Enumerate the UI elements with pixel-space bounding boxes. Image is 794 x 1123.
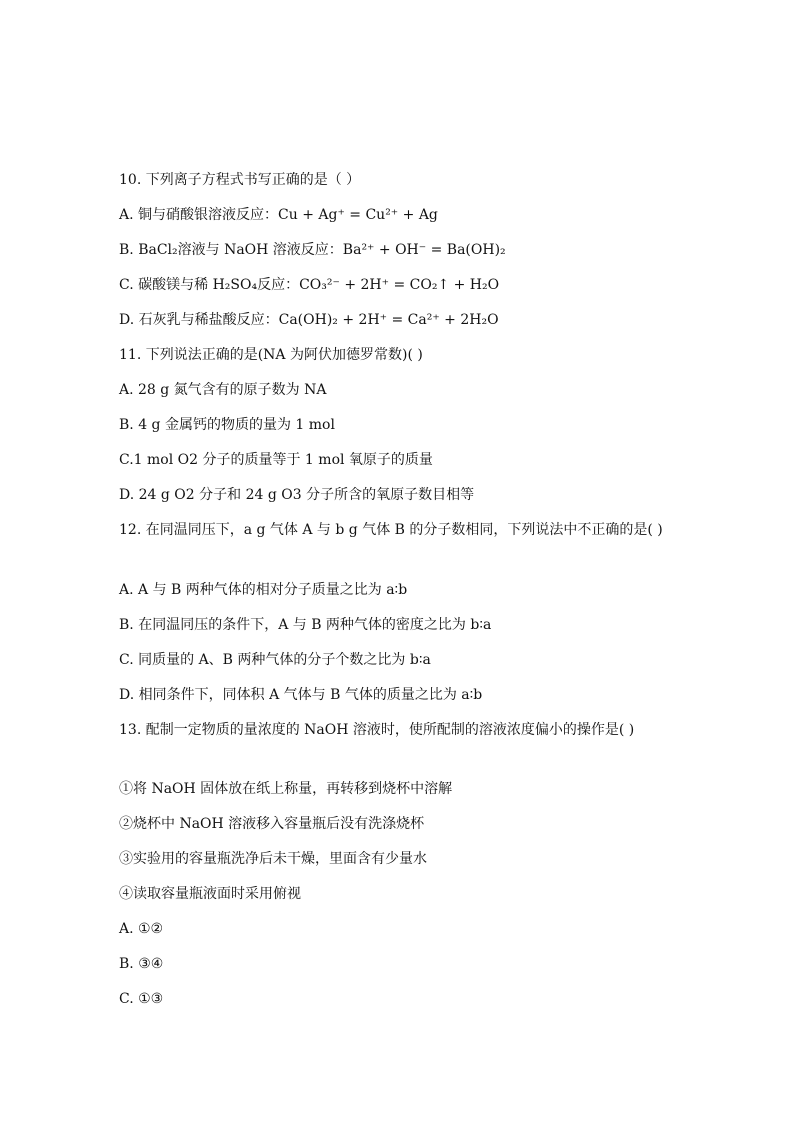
question-11-option-c: C.1 mol O2 分子的质量等于 1 mol 氧原子的质量 [119, 452, 433, 468]
question-13-option-c: C. ①③ [119, 991, 164, 1007]
question-10-option-b: B. BaCl₂溶液与 NaOH 溶液反应：Ba²⁺ + OH⁻ = Ba(OH)₂ [119, 242, 506, 258]
question-12-option-b: B. 在同温同压的条件下，A 与 B 两种气体的密度之比为 b∶a [119, 617, 492, 633]
question-12-option-a: A. A 与 B 两种气体的相对分子质量之比为 a∶b [119, 582, 408, 598]
question-13-stem: 13. 配制一定物质的量浓度的 NaOH 溶液时，使所配制的溶液浓度偏小的操作是( ) [119, 722, 635, 738]
question-13-item-1: ①将 NaOH 固体放在纸上称量，再转移到烧杯中溶解 [119, 781, 453, 797]
question-10-option-c: C. 碳酸镁与稀 H₂SO₄反应：CO₃²⁻ + 2H⁺ = CO₂↑ + H₂O [119, 277, 500, 293]
question-12-option-d: D. 相同条件下，同体积 A 气体与 B 气体的质量之比为 a∶b [119, 687, 483, 703]
question-13-option-b: B. ③④ [119, 956, 164, 972]
question-10-option-a: A. 铜与硝酸银溶液反应：Cu + Ag⁺ = Cu²⁺ + Ag [119, 207, 438, 223]
question-11-option-b: B. 4 g 金属钙的物质的量为 1 mol [119, 417, 335, 433]
question-13-item-3: ③实验用的容量瓶洗净后未干燥，里面含有少量水 [119, 851, 427, 867]
question-13-item-2: ②烧杯中 NaOH 溶液移入容量瓶后没有洗涤烧杯 [119, 816, 425, 832]
question-13-option-a: A. ①② [119, 921, 164, 937]
question-12-option-c: C. 同质量的 A、B 两种气体的分子个数之比为 b∶a [119, 652, 431, 668]
question-10-stem: 10. 下列离子方程式书写正确的是（ ） [119, 172, 361, 188]
question-10-option-d: D. 石灰乳与稀盐酸反应：Ca(OH)₂ + 2H⁺ = Ca²⁺ + 2H₂O [119, 312, 499, 328]
question-11-option-d: D. 24 g O2 分子和 24 g O3 分子所含的氧原子数目相等 [119, 487, 475, 503]
question-11-stem: 11. 下列说法正确的是(NA 为阿伏加德罗常数)( ) [119, 347, 423, 363]
question-13-item-4: ④读取容量瓶液面时采用俯视 [119, 886, 301, 902]
question-12-stem: 12. 在同温同压下，a g 气体 A 与 b g 气体 B 的分子数相同，下列说法中不正确的是( ) [119, 522, 663, 538]
question-11-option-a: A. 28 g 氮气含有的原子数为 NA [119, 382, 327, 398]
